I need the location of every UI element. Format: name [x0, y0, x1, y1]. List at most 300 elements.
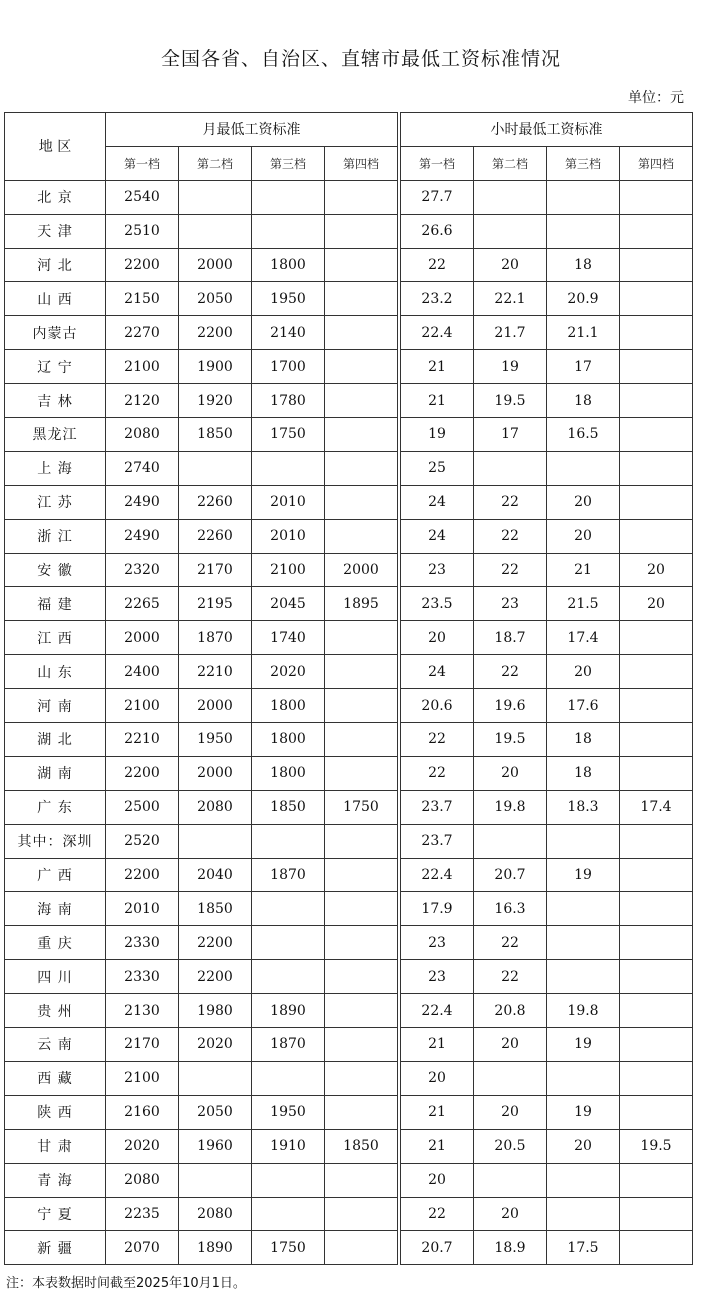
hourly-tier-4-cell [620, 756, 693, 790]
monthly-tier-3-cell: 2010 [252, 485, 325, 519]
monthly-tier-3-cell [252, 926, 325, 960]
region-cell: 天 津 [5, 214, 106, 248]
table-row [5, 316, 693, 350]
monthly-tier-3-cell [252, 1163, 325, 1197]
hourly-tier-4-cell [620, 1197, 693, 1231]
hourly-tier-4-cell [620, 248, 693, 282]
monthly-tier-4-cell [325, 1028, 398, 1062]
monthly-tier-2-cell [179, 1061, 252, 1095]
minimum-wage-table [4, 112, 693, 1265]
monthly-tier-4-cell [325, 384, 398, 418]
monthly-tier-4-cell [325, 892, 398, 926]
table-row [5, 1129, 693, 1163]
monthly-tier-4-cell [325, 248, 398, 282]
monthly-tier-1-cell: 2100 [106, 1061, 179, 1095]
hourly-tier-1-cell: 20.6 [401, 689, 474, 723]
monthly-tier-3-cell: 1740 [252, 621, 325, 655]
region-cell: 江 苏 [5, 485, 106, 519]
hourly-tier-4-cell [620, 451, 693, 485]
monthly-tier-1-cell: 2200 [106, 248, 179, 282]
monthly-tier-1-cell: 2490 [106, 519, 179, 553]
monthly-tier-2-cell: 2170 [179, 553, 252, 587]
hourly-tier-4-cell [620, 418, 693, 452]
hourly-tier-4-cell [620, 723, 693, 757]
hourly-tier-1-cell: 20 [401, 1163, 474, 1197]
table-row [5, 553, 693, 587]
table-row [5, 1061, 693, 1095]
hourly-tier-1-cell: 25 [401, 451, 474, 485]
monthly-tier-3-header: 第三档 [252, 146, 325, 180]
hourly-tier-4-cell [620, 858, 693, 892]
region-cell: 河 南 [5, 689, 106, 723]
hourly-tier-3-cell: 20 [547, 485, 620, 519]
region-cell: 江 西 [5, 621, 106, 655]
monthly-tier-2-cell [179, 180, 252, 214]
hourly-tier-2-cell: 22 [474, 960, 547, 994]
region-cell: 海 南 [5, 892, 106, 926]
table-row [5, 1095, 693, 1129]
monthly-tier-4-cell [325, 485, 398, 519]
monthly-header: 月最低工资标准 [106, 113, 398, 147]
hourly-tier-2-cell: 22 [474, 926, 547, 960]
hourly-tier-4-cell [620, 214, 693, 248]
monthly-tier-1-cell: 2160 [106, 1095, 179, 1129]
hourly-tier-3-cell [547, 1197, 620, 1231]
table-row [5, 994, 693, 1028]
region-cell: 广 西 [5, 858, 106, 892]
monthly-tier-4-cell [325, 824, 398, 858]
hourly-tier-3-cell: 20.9 [547, 282, 620, 316]
hourly-tier-4-cell [620, 621, 693, 655]
hourly-tier-1-cell: 21 [401, 1095, 474, 1129]
hourly-tier-3-cell: 17.4 [547, 621, 620, 655]
monthly-tier-3-cell: 1800 [252, 723, 325, 757]
monthly-tier-3-cell: 1950 [252, 1095, 325, 1129]
monthly-tier-3-cell: 1870 [252, 858, 325, 892]
hourly-tier-2-cell [474, 214, 547, 248]
hourly-tier-1-cell: 26.6 [401, 214, 474, 248]
monthly-tier-1-cell: 2080 [106, 418, 179, 452]
hourly-tier-1-cell: 23 [401, 553, 474, 587]
monthly-tier-2-cell: 2050 [179, 282, 252, 316]
hourly-tier-1-cell: 20.7 [401, 1231, 474, 1265]
monthly-tier-1-cell: 2270 [106, 316, 179, 350]
monthly-tier-1-cell: 2080 [106, 1163, 179, 1197]
hourly-tier-3-cell: 17.5 [547, 1231, 620, 1265]
hourly-tier-3-cell [547, 824, 620, 858]
hourly-tier-2-cell: 20 [474, 756, 547, 790]
monthly-tier-4-cell [325, 1061, 398, 1095]
hourly-tier-4-cell: 20 [620, 553, 693, 587]
hourly-tier-2-cell: 22.1 [474, 282, 547, 316]
region-cell: 云 南 [5, 1028, 106, 1062]
hourly-tier-3-cell: 17 [547, 350, 620, 384]
hourly-tier-3-cell [547, 1061, 620, 1095]
monthly-tier-1-cell: 2320 [106, 553, 179, 587]
hourly-tier-4-cell: 20 [620, 587, 693, 621]
monthly-tier-3-cell: 1910 [252, 1129, 325, 1163]
hourly-tier-2-cell: 20 [474, 248, 547, 282]
monthly-tier-4-cell [325, 1231, 398, 1265]
table-row [5, 858, 693, 892]
hourly-tier-2-cell [474, 1061, 547, 1095]
hourly-tier-2-cell: 20 [474, 1197, 547, 1231]
region-cell: 浙 江 [5, 519, 106, 553]
monthly-tier-2-cell [179, 824, 252, 858]
hourly-tier-3-cell: 18 [547, 248, 620, 282]
hourly-tier-4-cell [620, 350, 693, 384]
hourly-tier-4-cell [620, 1028, 693, 1062]
table-row [5, 824, 693, 858]
table-row [5, 655, 693, 689]
hourly-tier-3-cell: 19 [547, 1028, 620, 1062]
hourly-tier-1-cell: 22.4 [401, 858, 474, 892]
hourly-tier-3-cell: 19.8 [547, 994, 620, 1028]
monthly-tier-1-cell: 2100 [106, 689, 179, 723]
hourly-tier-2-cell: 20 [474, 1095, 547, 1129]
monthly-tier-4-cell [325, 689, 398, 723]
hourly-tier-1-cell: 24 [401, 655, 474, 689]
table-row [5, 926, 693, 960]
region-cell: 河 北 [5, 248, 106, 282]
region-cell: 湖 南 [5, 756, 106, 790]
monthly-tier-3-cell [252, 960, 325, 994]
hourly-tier-2-cell: 19.5 [474, 723, 547, 757]
monthly-tier-1-cell: 2000 [106, 621, 179, 655]
monthly-tier-3-cell: 1780 [252, 384, 325, 418]
monthly-tier-2-cell: 2200 [179, 316, 252, 350]
hourly-tier-1-cell: 23.7 [401, 790, 474, 824]
table-row [5, 214, 693, 248]
hourly-tier-2-cell: 20.8 [474, 994, 547, 1028]
monthly-tier-2-cell: 2000 [179, 689, 252, 723]
table-row [5, 350, 693, 384]
monthly-tier-2-cell: 1900 [179, 350, 252, 384]
hourly-tier-3-cell: 18 [547, 723, 620, 757]
monthly-tier-2-cell: 1980 [179, 994, 252, 1028]
monthly-tier-2-cell: 2050 [179, 1095, 252, 1129]
region-cell: 山 东 [5, 655, 106, 689]
region-cell: 黑龙江 [5, 418, 106, 452]
hourly-tier-4-cell [620, 892, 693, 926]
hourly-tier-1-cell: 23.2 [401, 282, 474, 316]
hourly-tier-4-cell [620, 1095, 693, 1129]
hourly-tier-4-cell [620, 485, 693, 519]
monthly-tier-1-header: 第一档 [106, 146, 179, 180]
hourly-tier-1-cell: 22 [401, 756, 474, 790]
monthly-tier-1-cell: 2130 [106, 994, 179, 1028]
monthly-tier-4-header: 第四档 [325, 146, 398, 180]
monthly-tier-4-cell [325, 214, 398, 248]
monthly-tier-2-cell: 2195 [179, 587, 252, 621]
monthly-tier-1-cell: 2510 [106, 214, 179, 248]
monthly-tier-4-cell [325, 655, 398, 689]
hourly-tier-2-cell: 22 [474, 485, 547, 519]
hourly-tier-1-cell: 21 [401, 384, 474, 418]
monthly-tier-1-cell: 2540 [106, 180, 179, 214]
table-row [5, 756, 693, 790]
monthly-tier-2-cell: 2080 [179, 790, 252, 824]
monthly-tier-4-cell: 2000 [325, 553, 398, 587]
monthly-tier-2-cell: 2260 [179, 485, 252, 519]
hourly-tier-1-cell: 22 [401, 723, 474, 757]
region-cell: 陕 西 [5, 1095, 106, 1129]
hourly-tier-3-cell [547, 451, 620, 485]
monthly-tier-3-cell: 1700 [252, 350, 325, 384]
region-cell: 广 东 [5, 790, 106, 824]
hourly-tier-4-cell [620, 960, 693, 994]
monthly-tier-1-cell: 2265 [106, 587, 179, 621]
hourly-tier-3-cell [547, 960, 620, 994]
monthly-tier-1-cell: 2200 [106, 858, 179, 892]
hourly-tier-3-cell: 21.1 [547, 316, 620, 350]
monthly-tier-1-cell: 2020 [106, 1129, 179, 1163]
monthly-tier-2-cell: 1850 [179, 892, 252, 926]
monthly-tier-1-cell: 2520 [106, 824, 179, 858]
hourly-tier-2-cell [474, 824, 547, 858]
monthly-tier-2-cell: 2020 [179, 1028, 252, 1062]
monthly-tier-4-cell [325, 756, 398, 790]
monthly-tier-1-cell: 2210 [106, 723, 179, 757]
hourly-tier-2-cell: 20 [474, 1028, 547, 1062]
monthly-tier-3-cell: 1890 [252, 994, 325, 1028]
table-row [5, 1197, 693, 1231]
monthly-tier-3-cell: 2020 [252, 655, 325, 689]
hourly-tier-2-cell: 21.7 [474, 316, 547, 350]
hourly-tier-2-cell: 19 [474, 350, 547, 384]
monthly-tier-2-header: 第二档 [179, 146, 252, 180]
table-row [5, 282, 693, 316]
hourly-tier-3-cell: 19 [547, 1095, 620, 1129]
region-cell: 新 疆 [5, 1231, 106, 1265]
region-cell: 湖 北 [5, 723, 106, 757]
hourly-tier-4-cell [620, 994, 693, 1028]
table-row [5, 1231, 693, 1265]
hourly-tier-3-cell: 20 [547, 519, 620, 553]
hourly-tier-1-cell: 21 [401, 1129, 474, 1163]
monthly-tier-1-cell: 2500 [106, 790, 179, 824]
hourly-tier-2-cell: 22 [474, 553, 547, 587]
monthly-tier-2-cell: 1850 [179, 418, 252, 452]
monthly-tier-3-cell: 1850 [252, 790, 325, 824]
region-cell: 青 海 [5, 1163, 106, 1197]
monthly-tier-4-cell [325, 1095, 398, 1129]
hourly-tier-1-cell: 23 [401, 960, 474, 994]
page-title: 全国各省、自治区、直辖市最低工资标准情况 [160, 48, 561, 70]
monthly-tier-2-cell: 1870 [179, 621, 252, 655]
hourly-tier-3-cell: 18 [547, 756, 620, 790]
monthly-tier-4-cell [325, 350, 398, 384]
region-cell: 北 京 [5, 180, 106, 214]
monthly-tier-2-cell: 2260 [179, 519, 252, 553]
monthly-tier-2-cell: 2000 [179, 248, 252, 282]
table-row [5, 451, 693, 485]
monthly-tier-1-cell: 2010 [106, 892, 179, 926]
hourly-tier-4-cell [620, 519, 693, 553]
region-cell: 福 建 [5, 587, 106, 621]
region-cell: 贵 州 [5, 994, 106, 1028]
monthly-tier-1-cell: 2330 [106, 926, 179, 960]
table-row [5, 519, 693, 553]
hourly-tier-3-cell [547, 1163, 620, 1197]
monthly-tier-2-cell: 1920 [179, 384, 252, 418]
monthly-tier-4-cell [325, 418, 398, 452]
monthly-tier-3-cell [252, 824, 325, 858]
hourly-tier-3-cell: 21.5 [547, 587, 620, 621]
table-row [5, 790, 693, 824]
hourly-tier-4-cell [620, 282, 693, 316]
hourly-tier-2-cell: 22 [474, 655, 547, 689]
monthly-tier-3-cell [252, 1197, 325, 1231]
region-cell: 宁 夏 [5, 1197, 106, 1231]
monthly-tier-1-cell: 2200 [106, 756, 179, 790]
hourly-tier-1-cell: 23.7 [401, 824, 474, 858]
monthly-tier-2-cell [179, 1163, 252, 1197]
hourly-header: 小时最低工资标准 [401, 113, 693, 147]
footnote: 注：本表数据时间截至2025年10月1日。 [6, 1276, 246, 1291]
hourly-tier-1-cell: 24 [401, 519, 474, 553]
region-header: 地 区 [5, 113, 106, 181]
monthly-tier-4-cell [325, 723, 398, 757]
monthly-tier-4-cell [325, 451, 398, 485]
table-row [5, 1028, 693, 1062]
monthly-tier-4-cell: 1850 [325, 1129, 398, 1163]
hourly-tier-1-cell: 21 [401, 350, 474, 384]
monthly-tier-3-cell [252, 1061, 325, 1095]
monthly-tier-2-cell: 2200 [179, 960, 252, 994]
monthly-tier-4-cell [325, 621, 398, 655]
monthly-tier-1-cell: 2400 [106, 655, 179, 689]
hourly-tier-3-cell [547, 892, 620, 926]
monthly-tier-4-cell [325, 1163, 398, 1197]
hourly-tier-2-header: 第二档 [474, 146, 547, 180]
hourly-tier-3-cell: 20 [547, 655, 620, 689]
hourly-tier-1-cell: 19 [401, 418, 474, 452]
monthly-tier-1-cell: 2490 [106, 485, 179, 519]
monthly-tier-4-cell [325, 316, 398, 350]
hourly-tier-1-cell: 27.7 [401, 180, 474, 214]
hourly-tier-3-cell: 17.6 [547, 689, 620, 723]
monthly-tier-2-cell: 1890 [179, 1231, 252, 1265]
hourly-tier-1-cell: 22.4 [401, 994, 474, 1028]
hourly-tier-4-cell [620, 1231, 693, 1265]
table-body [5, 180, 693, 1265]
monthly-tier-4-cell [325, 282, 398, 316]
hourly-tier-3-cell [547, 926, 620, 960]
hourly-tier-4-cell [620, 1163, 693, 1197]
monthly-tier-3-cell: 2045 [252, 587, 325, 621]
table-row [5, 384, 693, 418]
monthly-tier-4-cell [325, 926, 398, 960]
hourly-tier-2-cell: 19.8 [474, 790, 547, 824]
monthly-tier-1-cell: 2120 [106, 384, 179, 418]
region-cell: 其中：深圳 [5, 824, 106, 858]
hourly-tier-4-header: 第四档 [620, 146, 693, 180]
hourly-tier-2-cell: 23 [474, 587, 547, 621]
monthly-tier-4-cell [325, 858, 398, 892]
monthly-tier-4-cell: 1895 [325, 587, 398, 621]
hourly-tier-2-cell: 18.9 [474, 1231, 547, 1265]
hourly-tier-2-cell: 22 [474, 519, 547, 553]
table-row [5, 180, 693, 214]
hourly-tier-3-cell: 16.5 [547, 418, 620, 452]
hourly-tier-4-cell [620, 384, 693, 418]
monthly-tier-4-cell [325, 1197, 398, 1231]
monthly-tier-3-cell [252, 892, 325, 926]
monthly-tier-4-cell [325, 519, 398, 553]
hourly-tier-2-cell [474, 1163, 547, 1197]
region-cell: 安 徽 [5, 553, 106, 587]
monthly-tier-2-cell [179, 451, 252, 485]
monthly-tier-3-cell: 1950 [252, 282, 325, 316]
hourly-tier-4-cell [620, 316, 693, 350]
monthly-tier-3-cell: 1870 [252, 1028, 325, 1062]
monthly-tier-2-cell [179, 214, 252, 248]
monthly-tier-1-cell: 2170 [106, 1028, 179, 1062]
hourly-tier-3-header: 第三档 [547, 146, 620, 180]
hourly-tier-4-cell: 19.5 [620, 1129, 693, 1163]
monthly-tier-3-cell: 2140 [252, 316, 325, 350]
region-cell: 吉 林 [5, 384, 106, 418]
monthly-tier-4-cell [325, 960, 398, 994]
hourly-tier-1-cell: 24 [401, 485, 474, 519]
hourly-tier-2-cell [474, 451, 547, 485]
hourly-tier-2-cell: 18.7 [474, 621, 547, 655]
region-cell: 重 庆 [5, 926, 106, 960]
table-row [5, 723, 693, 757]
monthly-tier-4-cell: 1750 [325, 790, 398, 824]
monthly-tier-2-cell: 1950 [179, 723, 252, 757]
hourly-tier-4-cell [620, 689, 693, 723]
region-cell: 辽 宁 [5, 350, 106, 384]
monthly-tier-3-cell: 1800 [252, 756, 325, 790]
monthly-tier-3-cell: 2010 [252, 519, 325, 553]
monthly-tier-3-cell: 1750 [252, 418, 325, 452]
hourly-tier-3-cell [547, 180, 620, 214]
hourly-tier-3-cell: 20 [547, 1129, 620, 1163]
table-row [5, 248, 693, 282]
monthly-tier-2-cell: 2200 [179, 926, 252, 960]
hourly-tier-1-cell: 17.9 [401, 892, 474, 926]
hourly-tier-3-cell: 18.3 [547, 790, 620, 824]
hourly-tier-1-cell: 23 [401, 926, 474, 960]
hourly-tier-1-cell: 20 [401, 621, 474, 655]
hourly-tier-2-cell: 17 [474, 418, 547, 452]
monthly-tier-2-cell: 2210 [179, 655, 252, 689]
monthly-tier-1-cell: 2070 [106, 1231, 179, 1265]
table-row [5, 689, 693, 723]
hourly-tier-3-cell: 18 [547, 384, 620, 418]
monthly-tier-2-cell: 2080 [179, 1197, 252, 1231]
hourly-tier-4-cell [620, 180, 693, 214]
monthly-tier-1-cell: 2235 [106, 1197, 179, 1231]
hourly-tier-2-cell: 19.5 [474, 384, 547, 418]
table-row [5, 418, 693, 452]
hourly-tier-2-cell [474, 180, 547, 214]
monthly-tier-1-cell: 2100 [106, 350, 179, 384]
table-row [5, 960, 693, 994]
region-cell: 山 西 [5, 282, 106, 316]
hourly-tier-1-cell: 21 [401, 1028, 474, 1062]
monthly-tier-3-cell [252, 180, 325, 214]
table-row [5, 587, 693, 621]
monthly-tier-3-cell: 2100 [252, 553, 325, 587]
table-row [5, 621, 693, 655]
hourly-tier-2-cell: 20.5 [474, 1129, 547, 1163]
monthly-tier-3-cell: 1750 [252, 1231, 325, 1265]
hourly-tier-3-cell [547, 214, 620, 248]
table-row [5, 892, 693, 926]
